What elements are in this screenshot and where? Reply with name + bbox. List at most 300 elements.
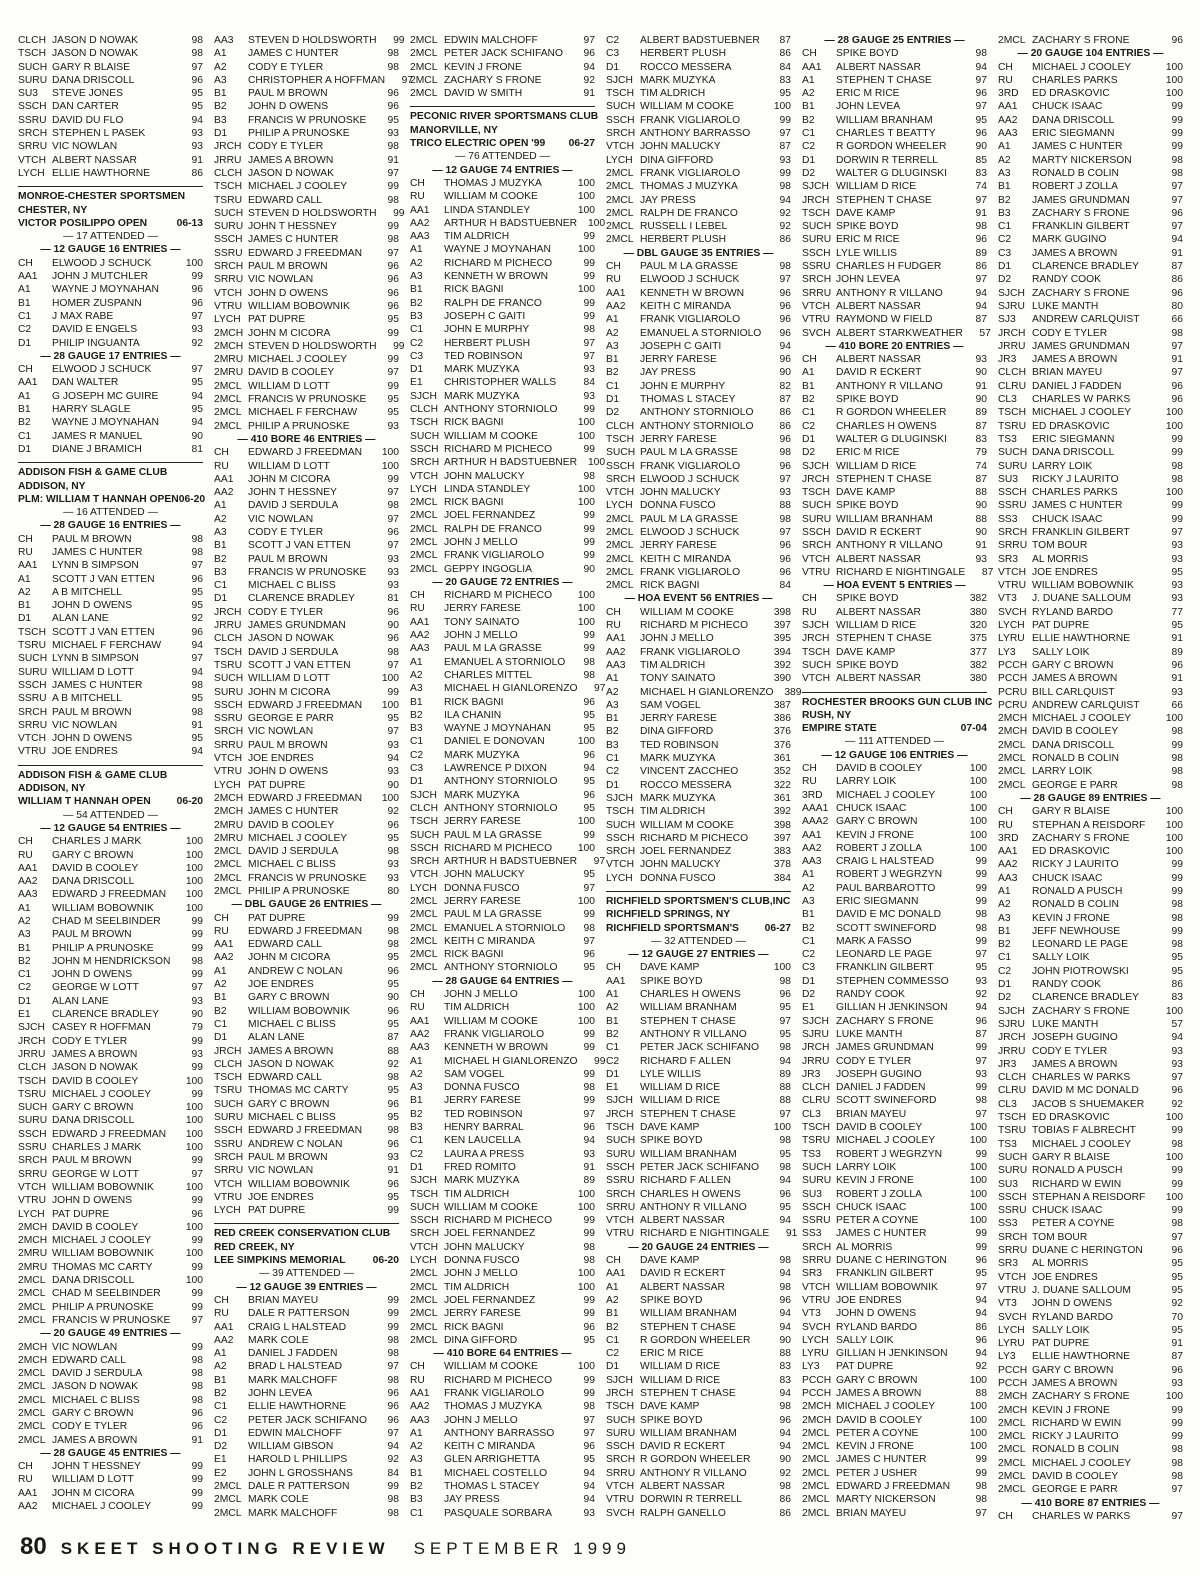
result-row bbox=[18, 915, 203, 928]
shooter-name: FRANK VIGLIAROLO bbox=[640, 460, 741, 472]
class-code: A1 bbox=[802, 869, 815, 881]
shooter-name: JASON D NOWAK bbox=[52, 1381, 139, 1393]
score: 77 bbox=[1171, 606, 1183, 618]
result-row bbox=[18, 652, 203, 665]
score: 100 bbox=[1165, 1112, 1183, 1124]
class-code: LYCH bbox=[606, 154, 633, 166]
result-row bbox=[998, 951, 1183, 964]
class-code: D2 bbox=[998, 274, 1012, 286]
class-code: A1 bbox=[410, 656, 423, 668]
score: 94 bbox=[779, 1268, 791, 1280]
score: 98 bbox=[1171, 779, 1183, 791]
result-row bbox=[214, 659, 399, 672]
shooter-name: JOHN MALUCKY bbox=[640, 141, 721, 153]
class-code: TSCH bbox=[606, 1401, 635, 1413]
result-row bbox=[214, 460, 399, 473]
shooter-name: WILLIAM BRANHAM bbox=[836, 114, 933, 126]
class-code: 2MRU bbox=[18, 1261, 48, 1273]
class-code: A2 bbox=[214, 513, 227, 525]
class-code: CH bbox=[410, 177, 425, 189]
class-code: CLCH bbox=[18, 35, 47, 46]
score: 100 bbox=[969, 1427, 987, 1439]
score: 389 bbox=[784, 686, 802, 698]
shooter-name: FRANK VIGLIAROLO bbox=[640, 114, 741, 126]
result-row bbox=[998, 646, 1183, 659]
result-row bbox=[606, 1214, 791, 1227]
result-row bbox=[802, 882, 987, 895]
result-row bbox=[410, 855, 606, 868]
score: 100 bbox=[587, 457, 606, 469]
class-code: SSCH bbox=[410, 842, 439, 854]
class-code: VTCH bbox=[410, 470, 439, 482]
result-row bbox=[802, 1507, 987, 1520]
result-row bbox=[606, 779, 791, 792]
shooter-name: ALBERT NASSAR bbox=[836, 553, 921, 565]
score: 87 bbox=[975, 473, 987, 485]
class-code: E1 bbox=[18, 1009, 31, 1021]
class-code: AA1 bbox=[18, 1487, 38, 1499]
class-code: A2 bbox=[410, 1068, 423, 1080]
result-row bbox=[606, 100, 791, 113]
class-code: 2MCL bbox=[214, 1507, 242, 1519]
score: 100 bbox=[577, 204, 595, 216]
score: 99 bbox=[191, 271, 203, 283]
class-code: SJCH bbox=[410, 1175, 437, 1187]
class-code: B3 bbox=[410, 1122, 423, 1134]
class-code: AA1 bbox=[18, 560, 38, 572]
result-row bbox=[606, 606, 791, 619]
class-code: SR3 bbox=[998, 553, 1019, 565]
gauge-header: — HOA EVENT 5 ENTRIES — bbox=[823, 580, 966, 592]
score: 94 bbox=[387, 753, 399, 765]
shooter-name: RYLAND BARDO bbox=[1032, 1311, 1114, 1323]
score: 97 bbox=[387, 367, 399, 379]
class-code: C1 bbox=[214, 1401, 228, 1413]
score: 397 bbox=[773, 832, 791, 844]
score: 89 bbox=[779, 1068, 791, 1080]
result-row bbox=[410, 416, 595, 429]
result-row bbox=[410, 589, 595, 602]
score: 97 bbox=[191, 560, 203, 572]
shooter-name: JOEL FERNANDEZ bbox=[444, 1294, 536, 1306]
class-code: B3 bbox=[998, 207, 1011, 219]
score: 90 bbox=[975, 500, 987, 512]
class-code: C1 bbox=[802, 128, 816, 140]
magazine-title: SKEET SHOOTING REVIEW bbox=[60, 1539, 390, 1558]
score: 92 bbox=[779, 1467, 791, 1479]
score: 96 bbox=[191, 1407, 203, 1419]
result-row bbox=[214, 606, 399, 619]
result-row bbox=[802, 1001, 987, 1014]
shooter-name: ELLIE HAWTHORNE bbox=[52, 167, 151, 179]
score: 99 bbox=[779, 114, 791, 126]
score: 97 bbox=[975, 101, 987, 113]
class-code: VTCH bbox=[606, 141, 635, 153]
shooter-name: PAUL M BROWN bbox=[248, 739, 328, 751]
shooter-name: JOHN MALUCKY bbox=[444, 1241, 525, 1253]
result-row bbox=[802, 220, 987, 233]
score: 89 bbox=[583, 1175, 595, 1187]
shooter-name: WILLIAM D RICE bbox=[836, 181, 917, 193]
shooter-name: WILLIAM D RICE bbox=[640, 1095, 721, 1107]
shooter-name: CHARLES W PARKS bbox=[1032, 394, 1131, 406]
score: 93 bbox=[387, 1151, 399, 1163]
shooter-name: JERRY FARESE bbox=[640, 713, 717, 725]
class-code: D1 bbox=[410, 776, 424, 788]
result-row bbox=[802, 1374, 987, 1387]
result-row bbox=[214, 553, 399, 566]
club-header: CHESTER, NY bbox=[18, 204, 88, 216]
result-row bbox=[410, 1427, 595, 1440]
shooter-name: DINA GIFFORD bbox=[640, 726, 714, 738]
gauge-header: — 28 GAUGE 17 ENTRIES — bbox=[40, 350, 181, 362]
shooter-name: SALLY LOIK bbox=[1032, 1324, 1090, 1336]
score: 97 bbox=[387, 1361, 399, 1373]
result-row bbox=[802, 988, 987, 1001]
score: 100 bbox=[773, 101, 791, 113]
score: 100 bbox=[577, 816, 595, 828]
score: 80 bbox=[1171, 300, 1183, 312]
result-row bbox=[410, 1015, 595, 1028]
score: 87 bbox=[975, 420, 987, 432]
shooter-name: MICHAEL J COOLEY bbox=[52, 1088, 152, 1100]
class-code: VTCH bbox=[606, 1215, 635, 1227]
shooter-name: ANTHONY STORNIOLO bbox=[444, 962, 558, 974]
shooter-name: LYNN B SIMPSON bbox=[52, 653, 139, 665]
result-row bbox=[214, 712, 399, 725]
shooter-name: AL MORRIS bbox=[836, 1241, 893, 1253]
class-code: CH bbox=[410, 1361, 425, 1373]
shooter-name: TIM ALDRICH bbox=[444, 1188, 510, 1200]
class-code: SUCH bbox=[606, 1414, 636, 1426]
shooter-name: DAVID J SERDULA bbox=[248, 646, 339, 658]
result-row bbox=[802, 539, 987, 552]
score: 95 bbox=[387, 114, 399, 126]
attendance-line: — 54 ATTENDED — bbox=[63, 809, 158, 821]
score: 94 bbox=[583, 1467, 595, 1479]
shooter-name: GARY C BROWN bbox=[52, 1407, 134, 1419]
shooter-name: JAMES A BROWN bbox=[1032, 354, 1118, 366]
class-code: A1 bbox=[802, 367, 815, 379]
score: 99 bbox=[1171, 1431, 1183, 1443]
class-code: SRRU bbox=[18, 719, 48, 731]
result-row bbox=[998, 553, 1183, 566]
class-code: VTRU bbox=[214, 766, 243, 778]
result-row bbox=[214, 1151, 399, 1164]
shooter-name: PHILIP A PRUNOSKE bbox=[52, 1301, 154, 1313]
score: 93 bbox=[1171, 580, 1183, 592]
result-row bbox=[998, 1151, 1183, 1164]
class-code: VTCH bbox=[802, 1281, 831, 1293]
result-row bbox=[998, 114, 1183, 127]
class-code: 2MCL bbox=[802, 1494, 830, 1506]
result-row bbox=[606, 114, 791, 127]
result-row bbox=[214, 1334, 399, 1347]
class-code: B1 bbox=[802, 380, 815, 392]
shooter-name: GARY C BROWN bbox=[836, 1374, 918, 1386]
score: 98 bbox=[779, 1481, 791, 1493]
result-row bbox=[18, 127, 203, 140]
result-row bbox=[606, 1188, 791, 1201]
result-row bbox=[214, 207, 405, 220]
shooter-name: SCOTT J VAN ETTEN bbox=[52, 626, 155, 638]
class-code: C3 bbox=[802, 962, 816, 974]
class-code: D1 bbox=[410, 1161, 424, 1173]
shooter-name: LARRY LOIK bbox=[836, 1161, 897, 1173]
class-code: B1 bbox=[606, 713, 619, 725]
class-code: SJCH bbox=[606, 792, 633, 804]
class-code: SRRU bbox=[802, 287, 832, 299]
score: 98 bbox=[975, 1481, 987, 1493]
score: 98 bbox=[387, 925, 399, 937]
score: 380 bbox=[969, 606, 987, 618]
shooter-name: JAMES A BROWN bbox=[1032, 673, 1118, 685]
class-code: LYRU bbox=[802, 1348, 829, 1360]
class-code: 2MCL bbox=[802, 1441, 830, 1453]
class-code: CH bbox=[214, 912, 229, 924]
score: 91 bbox=[975, 207, 987, 219]
class-code: D1 bbox=[606, 61, 620, 73]
shooter-name: JASON D NOWAK bbox=[248, 1058, 335, 1070]
class-code: SU3 bbox=[998, 1178, 1019, 1190]
score: 100 bbox=[577, 430, 595, 442]
attendance-line: — 32 ATTENDED — bbox=[651, 935, 746, 947]
shooter-name: DAVID B COOLEY bbox=[248, 819, 335, 831]
score: 99 bbox=[975, 1467, 987, 1479]
class-code: AA1 bbox=[998, 846, 1018, 858]
shooter-name: JOHN L GROSSHANS bbox=[248, 1467, 353, 1479]
shooter-name: MICHAEL C BLISS bbox=[248, 859, 336, 871]
score: 99 bbox=[191, 1062, 203, 1074]
shooter-name: ELWOOD J SCHUCK bbox=[52, 364, 152, 376]
class-code: 2MCL bbox=[410, 949, 438, 961]
class-code: SURU bbox=[802, 234, 832, 246]
result-row bbox=[214, 313, 399, 326]
score: 96 bbox=[583, 1321, 595, 1333]
score: 88 bbox=[779, 500, 791, 512]
shooter-name: JOHN J MELLO bbox=[640, 633, 714, 645]
score: 87 bbox=[975, 314, 987, 326]
shooter-name: LINDA STANDLEY bbox=[444, 483, 531, 495]
result-row bbox=[214, 393, 399, 406]
class-code: B1 bbox=[998, 181, 1011, 193]
shooter-name: MARK MUZYKA bbox=[640, 753, 716, 765]
score: 98 bbox=[1171, 1218, 1183, 1230]
shooter-name: EMANUEL A STORNIOLO bbox=[444, 656, 566, 668]
score: 398 bbox=[773, 606, 791, 618]
page-footer bbox=[20, 1526, 1170, 1560]
class-code: LYCH bbox=[998, 1324, 1025, 1336]
result-row bbox=[606, 1374, 791, 1387]
score: 87 bbox=[981, 566, 994, 578]
score: 94 bbox=[975, 1002, 987, 1014]
class-code: SJCH bbox=[18, 1022, 45, 1034]
shooter-name: RANDY COOK bbox=[836, 989, 906, 1001]
shooter-name: MARK MUZYKA bbox=[444, 390, 520, 402]
score: 94 bbox=[975, 300, 987, 312]
result-row bbox=[606, 127, 791, 140]
result-row bbox=[410, 656, 595, 669]
result-row bbox=[18, 1168, 203, 1181]
shooter-name: EDWARD CALL bbox=[248, 939, 322, 951]
shooter-name: TIM ALDRICH bbox=[444, 231, 510, 243]
shooter-name: JOSEPH GUGINO bbox=[836, 1068, 922, 1080]
result-row bbox=[410, 1161, 595, 1174]
shooter-name: JASON D NOWAK bbox=[248, 167, 335, 179]
score: 94 bbox=[975, 1348, 987, 1360]
shooter-name: STEPHEN L PASEK bbox=[52, 128, 146, 140]
shooter-name: JERRY FARESE bbox=[444, 1308, 521, 1320]
class-code: RU bbox=[18, 546, 33, 558]
score: 96 bbox=[387, 1098, 399, 1110]
shooter-name: RICHARD M PICHECO bbox=[444, 1374, 553, 1386]
shooter-name: STEPHAN A REISDORF bbox=[1032, 819, 1146, 831]
shooter-name: MICHAEL COSTELLO bbox=[444, 1467, 548, 1479]
score: 90 bbox=[975, 141, 987, 153]
score: 98 bbox=[387, 646, 399, 658]
shooter-name: HERBERT PLUSH bbox=[444, 337, 531, 349]
result-row bbox=[214, 1164, 399, 1177]
shooter-name: ANTHONY STORNIOLO bbox=[444, 802, 558, 814]
class-code: CH bbox=[18, 257, 33, 269]
class-code: SUCH bbox=[606, 819, 636, 831]
class-code: SSRU bbox=[802, 1215, 831, 1227]
result-row bbox=[410, 61, 595, 74]
result-row bbox=[214, 566, 399, 579]
shooter-name: JAMES A BROWN bbox=[1032, 247, 1118, 259]
shooter-name: GARY C BROWN bbox=[1032, 1364, 1114, 1376]
shooter-name: ALAN LANE bbox=[52, 613, 109, 625]
shooter-name: STEPHEN COMMESSO bbox=[836, 975, 949, 987]
shooter-name: LEONARD LE PAGE bbox=[836, 949, 932, 961]
event-date: 06-27 bbox=[764, 922, 791, 934]
class-code: SSRU bbox=[214, 1138, 243, 1150]
score: 100 bbox=[1165, 846, 1183, 858]
result-row bbox=[18, 443, 203, 456]
score: 98 bbox=[583, 324, 595, 336]
shooter-name: WILLIAM M COOKE bbox=[444, 1015, 538, 1027]
score: 96 bbox=[583, 1441, 595, 1453]
score: 96 bbox=[779, 460, 791, 472]
shooter-name: RONALD B COLIN bbox=[1032, 753, 1119, 765]
result-row bbox=[998, 912, 1183, 925]
result-row bbox=[606, 47, 791, 60]
score: 100 bbox=[969, 1215, 987, 1227]
score: 94 bbox=[975, 1294, 987, 1306]
class-code: 2MCL bbox=[606, 540, 634, 552]
shooter-name: MICHAEL J COOLEY bbox=[1032, 713, 1132, 725]
result-row bbox=[606, 1453, 791, 1466]
result-row bbox=[998, 1417, 1183, 1430]
class-code: C1 bbox=[410, 1507, 424, 1519]
event-date: 07-04 bbox=[960, 723, 987, 735]
score: 94 bbox=[779, 1308, 791, 1320]
score: 100 bbox=[577, 603, 595, 615]
class-code: PCCH bbox=[998, 1364, 1028, 1376]
result-row bbox=[214, 792, 399, 805]
score: 98 bbox=[387, 48, 399, 60]
class-code: 2MCL bbox=[214, 407, 242, 419]
score: 96 bbox=[975, 128, 987, 140]
score: 99 bbox=[393, 35, 405, 46]
result-row bbox=[410, 87, 595, 100]
class-code: 2MCL bbox=[410, 909, 438, 921]
result-row bbox=[18, 1247, 203, 1260]
class-code: 2MCL bbox=[410, 962, 438, 974]
class-code: JRCH bbox=[998, 1032, 1026, 1044]
result-row bbox=[410, 749, 595, 762]
class-code: SRRU bbox=[18, 141, 48, 153]
shooter-name: DAN CARTER bbox=[52, 101, 119, 113]
score: 91 bbox=[583, 1161, 595, 1173]
score: 94 bbox=[779, 1441, 791, 1453]
result-row bbox=[18, 679, 203, 692]
shooter-name: STEPHEN T CHASE bbox=[836, 194, 932, 206]
class-code: VTRU bbox=[18, 746, 47, 758]
class-code: CL3 bbox=[998, 1098, 1017, 1110]
class-code: SJCH bbox=[802, 1015, 829, 1027]
shooter-name: MICHAEL F FERCHAW bbox=[52, 640, 162, 652]
result-row bbox=[998, 446, 1183, 459]
class-code: D1 bbox=[606, 1068, 620, 1080]
result-row bbox=[214, 938, 399, 951]
score: 97 bbox=[779, 1015, 791, 1027]
class-code: B1 bbox=[214, 88, 227, 100]
shooter-name: ROBERT J ZOLLA bbox=[836, 1188, 923, 1200]
score: 94 bbox=[583, 61, 595, 73]
class-code: AA3 bbox=[410, 231, 430, 243]
score: 95 bbox=[779, 1002, 791, 1014]
class-code: CH bbox=[998, 61, 1013, 73]
class-code: 2MCL bbox=[998, 35, 1026, 46]
class-code: 2MCL bbox=[410, 61, 438, 73]
page-number: 80 bbox=[20, 1533, 47, 1560]
score: 99 bbox=[975, 935, 987, 947]
class-code: B2 bbox=[606, 726, 619, 738]
score: 99 bbox=[975, 1228, 987, 1240]
result-row bbox=[214, 366, 399, 379]
result-row bbox=[18, 1314, 203, 1327]
shooter-name: ANTHONY BARRASSO bbox=[444, 1427, 555, 1439]
result-row bbox=[214, 127, 399, 140]
class-code: B2 bbox=[998, 939, 1011, 951]
result-row bbox=[802, 100, 987, 113]
class-code: 2MRU bbox=[214, 819, 244, 831]
result-row bbox=[410, 47, 595, 60]
result-row bbox=[214, 805, 399, 818]
class-code: C2 bbox=[606, 1348, 620, 1360]
result-row bbox=[18, 981, 203, 994]
score: 91 bbox=[191, 154, 203, 166]
score: 94 bbox=[387, 1441, 399, 1453]
score: 98 bbox=[191, 1394, 203, 1406]
score: 97 bbox=[975, 1108, 987, 1120]
shooter-name: RANDY COOK bbox=[1032, 979, 1102, 991]
class-code: B2 bbox=[606, 1028, 619, 1040]
result-row bbox=[410, 722, 595, 735]
shooter-name: GEPPY INGOGLIA bbox=[444, 563, 532, 575]
class-code: TSCH bbox=[998, 1112, 1027, 1124]
result-row bbox=[214, 912, 399, 925]
shooter-name: JOHN M CICORA bbox=[248, 952, 331, 964]
score: 95 bbox=[387, 1085, 399, 1097]
score: 99 bbox=[387, 181, 399, 193]
score: 97 bbox=[387, 659, 399, 671]
class-code: AA1 bbox=[18, 271, 38, 283]
score: 94 bbox=[779, 194, 791, 206]
score: 100 bbox=[381, 673, 399, 685]
shooter-name: JOHN E MURPHY bbox=[444, 324, 530, 336]
